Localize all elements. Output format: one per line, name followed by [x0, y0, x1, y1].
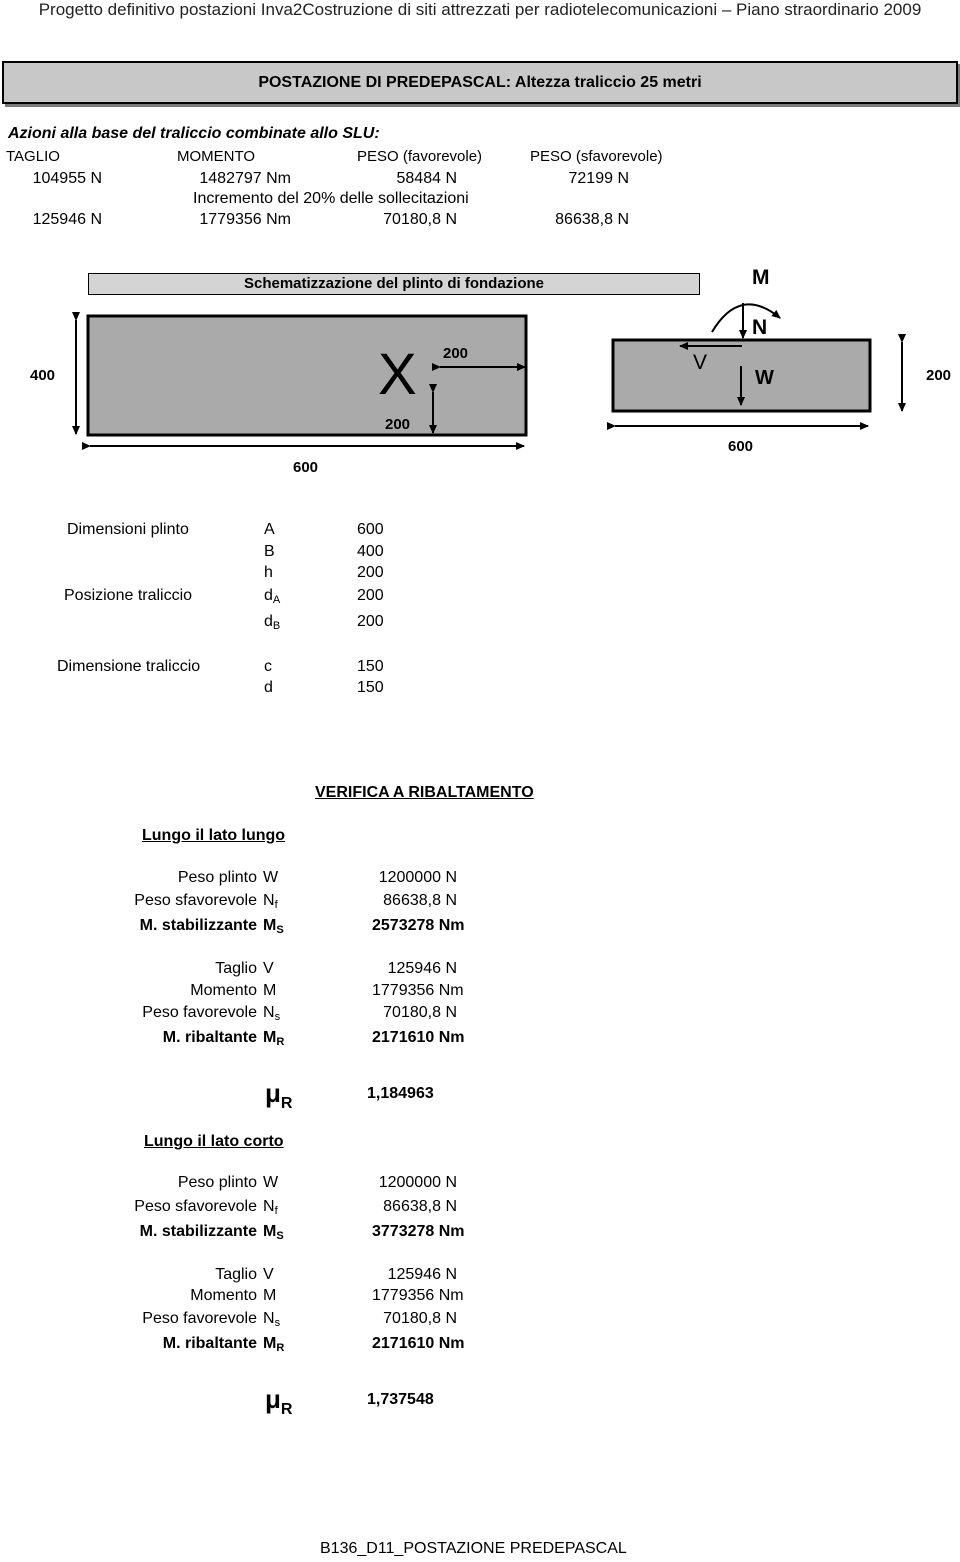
- long-ms-sub: S: [276, 924, 284, 936]
- long-ms-letter: M: [263, 917, 277, 934]
- long-momento-label: Momento: [190, 982, 257, 999]
- short-nf-sub: f: [274, 1205, 278, 1217]
- short-mr-sym: [263, 1335, 284, 1354]
- long-mr-sub: R: [276, 1036, 285, 1048]
- long-ns-letter: N: [263, 1004, 275, 1021]
- actions-title: Azioni alla base del traliccio combinate allo SLU:: [8, 125, 380, 142]
- dim-db-letter: d: [264, 613, 273, 630]
- long-peso-fav-label: Peso favorevole: [142, 1004, 257, 1021]
- long-taglio-label: Taglio: [215, 960, 257, 977]
- long-v-val: 125946 N: [387, 960, 457, 977]
- moment-label: M: [752, 266, 770, 289]
- short-v-val: 125946 N: [387, 1266, 457, 1283]
- short-ns-sub: s: [274, 1317, 281, 1329]
- long-mr-sym: [263, 1029, 284, 1048]
- row2-peso-fav: 70180,8 N: [383, 211, 457, 228]
- dim-pos-label: Posizione traliccio: [64, 587, 193, 604]
- short-ns-sym: [263, 1310, 280, 1329]
- short-w-val: 1200000 N: [378, 1174, 457, 1191]
- short-taglio-label: Taglio: [215, 1266, 257, 1283]
- short-mr-sub: R: [276, 1342, 285, 1354]
- col-momento: MOMENTO: [177, 148, 256, 165]
- col-peso-sfav: PESO (sfavorevole): [530, 148, 663, 165]
- dim-h-sym: h: [264, 564, 273, 581]
- dim-c-val: 150: [357, 658, 384, 675]
- long-peso-sfav-label: Peso sfavorevole: [134, 892, 257, 909]
- title-banner: [2, 61, 958, 104]
- short-nf-val: 86638,8 N: [383, 1198, 457, 1215]
- da-label: 200: [443, 345, 469, 362]
- short-ms-sub: S: [276, 1230, 284, 1242]
- long-v-sym: V: [263, 960, 274, 977]
- moment-arc: [712, 304, 780, 332]
- short-mrib-label: M. ribaltante: [162, 1335, 257, 1352]
- dim-da-sym: [264, 587, 280, 606]
- long-mu-sub: R: [280, 1095, 293, 1112]
- plinth-plan-rect: [88, 316, 526, 435]
- col-peso-fav: PESO (favorevole): [357, 148, 483, 165]
- dim-db-sub: B: [272, 620, 281, 632]
- long-mr-val: 2171610 Nm: [372, 1029, 465, 1046]
- short-mu-sub: R: [280, 1401, 293, 1418]
- long-peso-plinto-label: Peso plinto: [177, 869, 257, 886]
- weight-label: W: [755, 367, 774, 389]
- long-mrib-label: M. ribaltante: [162, 1029, 257, 1046]
- row1-peso-fav: 58484 N: [396, 170, 457, 187]
- dim-d-sym: d: [264, 679, 273, 696]
- short-ms-sym: [263, 1223, 284, 1242]
- short-m-sym: M: [263, 1287, 277, 1304]
- foundation-diagram: [0, 300, 960, 470]
- dim-a-val: 600: [357, 521, 384, 538]
- short-mu-sym: [265, 1384, 292, 1419]
- short-mstab-label: M. stabilizzante: [139, 1223, 257, 1240]
- long-nf-sub: f: [274, 899, 278, 911]
- short-peso-fav-label: Peso favorevole: [142, 1310, 257, 1327]
- dim-a-sym: A: [264, 521, 275, 538]
- short-peso-sfav-label: Peso sfavorevole: [134, 1198, 257, 1215]
- row2-peso-sfav: 86638,8 N: [555, 211, 629, 228]
- short-v-sym: V: [263, 1266, 274, 1283]
- long-mu-letter: μ: [265, 1078, 281, 1108]
- long-mu-val: 1,184963: [367, 1085, 434, 1102]
- axial-label: N: [752, 316, 768, 339]
- short-mu-val: 1,737548: [367, 1391, 434, 1408]
- db-label: 200: [385, 416, 411, 433]
- dim-tral-label: Dimensione traliccio: [57, 658, 201, 675]
- plan-width-label: 600: [293, 459, 319, 476]
- dim-c-sym: c: [264, 658, 272, 675]
- short-ns-val: 70180,8 N: [383, 1310, 457, 1327]
- dim-da-letter: d: [264, 587, 273, 604]
- dim-h-val: 200: [357, 564, 384, 581]
- long-ms-val: 2573278 Nm: [372, 917, 465, 934]
- row1-momento: 1482797 Nm: [199, 170, 291, 187]
- row1-taglio: 104955 N: [32, 170, 102, 187]
- plan-height-label: 400: [30, 367, 56, 384]
- short-w-sym: W: [263, 1174, 279, 1191]
- page-footer: B136_D11_POSTAZIONE PREDEPASCAL: [320, 1540, 627, 1557]
- long-ns-sym: [263, 1004, 280, 1023]
- long-nf-letter: N: [263, 892, 275, 909]
- dim-d-val: 150: [357, 679, 384, 696]
- section-height-label: 200: [926, 367, 952, 384]
- dim-b-val: 400: [357, 543, 384, 560]
- dim-plinto-label: Dimensioni plinto: [67, 521, 189, 538]
- short-ns-letter: N: [263, 1310, 275, 1327]
- short-ms-letter: M: [263, 1223, 277, 1240]
- verifica-title: VERIFICA A RIBALTAMENTO: [315, 784, 534, 801]
- col-taglio: TAGLIO: [6, 148, 60, 165]
- row2-taglio: 125946 N: [32, 211, 102, 228]
- increment-note: Incremento del 20% delle sollecitazioni: [193, 190, 469, 207]
- short-mu-letter: μ: [265, 1384, 281, 1414]
- row2-momento: 1779356 Nm: [199, 211, 291, 228]
- diagram-title: Schematizzazione del plinto di fondazione: [243, 275, 545, 292]
- row1-peso-sfav: 72199 N: [568, 170, 629, 187]
- short-mr-val: 2171610 Nm: [372, 1335, 465, 1352]
- long-mr-letter: M: [263, 1029, 277, 1046]
- page-header: Progetto definitivo postazioni Inva2Costruzione di siti attrezzati per radiotelecomunicazioni – Piano straordinario 2009: [38, 0, 922, 19]
- dim-db-sym: [264, 613, 280, 632]
- dim-b-sym: B: [264, 543, 275, 560]
- long-m-val: 1779356 Nm: [372, 982, 464, 999]
- section-width-label: 600: [728, 438, 754, 455]
- short-peso-plinto-label: Peso plinto: [177, 1174, 257, 1191]
- tower-position-x: X: [378, 342, 417, 407]
- long-m-sym: M: [263, 982, 277, 999]
- dim-da-sub: A: [272, 594, 281, 606]
- short-momento-label: Momento: [190, 1287, 257, 1304]
- short-nf-letter: N: [263, 1198, 275, 1215]
- short-mr-letter: M: [263, 1335, 277, 1352]
- long-nf-val: 86638,8 N: [383, 892, 457, 909]
- dim-db-val: 200: [357, 613, 384, 630]
- long-side-title: Lungo il lato lungo: [142, 827, 286, 844]
- short-nf-sym: [263, 1198, 278, 1217]
- long-w-val: 1200000 N: [378, 869, 457, 886]
- short-ms-val: 3773278 Nm: [372, 1223, 465, 1240]
- short-m-val: 1779356 Nm: [372, 1287, 464, 1304]
- long-mstab-label: M. stabilizzante: [139, 917, 257, 934]
- short-side-title: Lungo il lato corto: [144, 1133, 284, 1150]
- long-ns-val: 70180,8 N: [383, 1004, 457, 1021]
- diagram-title-box: [88, 273, 700, 295]
- dim-da-val: 200: [357, 587, 384, 604]
- banner-title: POSTAZIONE DI PREDEPASCAL: Altezza traliccio 25 metri: [258, 74, 702, 91]
- long-nf-sym: [263, 892, 278, 911]
- long-w-sym: W: [263, 869, 279, 886]
- shear-label: V: [693, 351, 708, 374]
- long-ns-sub: s: [274, 1011, 281, 1023]
- long-mu-sym: [265, 1078, 292, 1113]
- long-ms-sym: [263, 917, 284, 936]
